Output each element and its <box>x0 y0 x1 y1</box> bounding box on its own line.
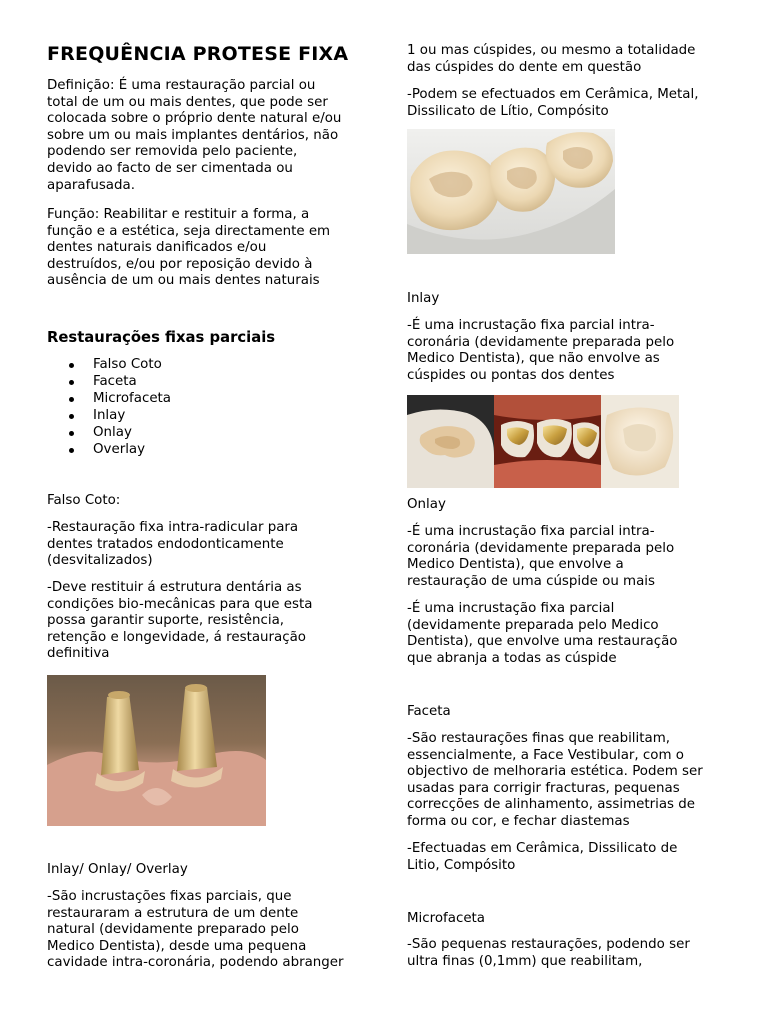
text-line: das cúspides do dente em questão <box>407 59 642 75</box>
text-line: possa garantir suporte, resistência, <box>47 613 285 629</box>
microfaceta-heading: Microfaceta <box>407 911 486 926</box>
list-item: Microfaceta <box>47 391 171 408</box>
faceta-paragraph-1 <box>407 731 703 831</box>
text-line: -São incrustações fixas parciais, que <box>47 889 292 904</box>
faceta-paragraph-2 <box>407 841 677 874</box>
text-line: restauração de uma cúspide ou mais <box>407 573 656 589</box>
text-line: -É uma incrustação fixa parcial intra- <box>407 318 655 333</box>
text-line: Medico Dentista), desde uma pequena <box>47 938 307 954</box>
list-item: Inlay <box>47 408 171 425</box>
text-line: (devidamente preparada pelo Medico <box>407 617 659 633</box>
text-line: condições bio-mecânicas para que esta <box>47 596 313 612</box>
text-line: Medico Dentista), que envolve a <box>407 557 624 573</box>
bullet-icon <box>69 363 74 368</box>
text-line: cúspides ou pontas dos dentes <box>407 367 615 383</box>
onlay-heading: Onlay <box>407 497 446 512</box>
text-line: sobre um ou mais implantes dentários, não <box>47 127 339 143</box>
materials-paragraph <box>407 87 698 120</box>
text-line: correcções de alinhamento, assimetrias de <box>407 797 696 813</box>
faceta-heading: Faceta <box>407 704 451 719</box>
inlay-paragraph <box>407 318 674 384</box>
text-line: restauraram a estrutura de um dente <box>47 905 299 921</box>
list-item: Faceta <box>47 374 171 391</box>
text-line: 1 ou mas cúspides, ou mesmo a totalidade <box>407 43 696 58</box>
function-paragraph <box>47 207 330 290</box>
falso-coto-paragraph-2 <box>47 580 312 663</box>
text-line: retenção e longevidade, á restauração <box>47 629 306 645</box>
list-item: Onlay <box>47 425 171 442</box>
text-line: ausência de um ou mais dentes naturais <box>47 273 320 289</box>
text-line: Dentista), que envolve uma restauração <box>407 634 678 650</box>
text-line: Função: Reabilitar e restituir a forma, a <box>47 207 310 222</box>
definition-paragraph <box>47 78 341 194</box>
falso-coto-paragraph-1 <box>47 520 298 570</box>
text-line: Litio, Compósito <box>407 857 516 873</box>
text-line: usadas para corrigir fracturas, pequenas <box>407 780 680 796</box>
restoration-list <box>47 357 171 458</box>
microfaceta-paragraph <box>407 937 690 970</box>
bullet-icon <box>69 431 74 436</box>
text-line: (desvitalizados) <box>47 553 153 569</box>
continuation-paragraph <box>407 43 695 76</box>
inlay-heading: Inlay <box>407 291 440 306</box>
text-line: natural (devidamente preparado pelo <box>47 922 299 938</box>
text-line: objectivo de melhoraria estética. Podem ser <box>407 764 703 780</box>
text-line: -São restaurações finas que reabilitam, <box>407 731 671 746</box>
text-line: colocada sobre o próprio dente natural e/ou <box>47 111 342 127</box>
text-line: total de um ou mais dentes, que pode ser <box>47 94 328 110</box>
text-line: essencialmente, a Face Vestibular, com o <box>407 747 684 763</box>
text-line: coronária (devidamente preparada pelo <box>407 540 675 556</box>
list-item: Falso Coto <box>47 357 171 374</box>
text-line: podendo ser removida pelo paciente, <box>47 144 298 160</box>
text-line: dentes naturais danificados e/ou <box>47 240 267 256</box>
text-line: -Deve restituir á estrutura dentária as <box>47 580 302 595</box>
text-line: forma ou cor, e fechar diastemas <box>407 813 630 829</box>
ceramic-onlay-crowns-photo <box>407 129 615 254</box>
text-line: devido ao facto de ser cimentada ou <box>47 160 293 176</box>
list-item: Overlay <box>47 442 171 459</box>
text-line: definitiva <box>47 646 110 662</box>
text-line: aparafusada. <box>47 177 135 193</box>
text-line: -Restauração fixa intra-radicular para <box>47 520 299 535</box>
text-line: destruídos, e/ou por reposição devido à <box>47 256 313 272</box>
text-line: coronária (devidamente preparada pelo <box>407 334 675 350</box>
bullet-icon <box>69 397 74 402</box>
tooth-posts-photo <box>47 675 266 826</box>
inlay-onlay-paragraph <box>47 889 344 972</box>
text-line: que abranja a todas as cúspide <box>407 650 617 666</box>
restoration-heading: Restaurações fixas parciais <box>47 329 276 346</box>
inlay-collage-photo <box>407 395 679 488</box>
text-line: -São pequenas restaurações, podendo ser <box>407 937 690 952</box>
text-line: -É uma incrustação fixa parcial intra- <box>407 524 655 539</box>
onlay-paragraph-1 <box>407 524 674 590</box>
text-line: dentes tratados endodonticamente <box>47 536 284 552</box>
text-line: função e a estética, seja directamente em <box>47 223 331 239</box>
bullet-icon <box>69 414 74 419</box>
text-line: ultra finas (0,1mm) que reabilitam, <box>407 953 643 969</box>
text-line: -Podem se efectuados em Cerâmica, Metal, <box>407 87 699 102</box>
falso-coto-heading: Falso Coto: <box>47 493 121 508</box>
text-line: Medico Dentista), que não envolve as <box>407 351 660 367</box>
document-title: FREQUÊNCIA PROTESE FIXA <box>47 43 349 65</box>
onlay-paragraph-2 <box>407 601 677 667</box>
text-line: cavidade intra-coronária, podendo abranger <box>47 955 344 971</box>
bullet-icon <box>69 448 74 453</box>
text-line: Dissilicato de Lítio, Compósito <box>407 103 609 119</box>
text-line: -Efectuadas em Cerâmica, Dissilicato de <box>407 841 678 856</box>
text-line: Definição: É uma restauração parcial ou <box>47 78 316 93</box>
inlay-onlay-heading: Inlay/ Onlay/ Overlay <box>47 862 188 877</box>
bullet-icon <box>69 380 74 385</box>
text-line: -É uma incrustação fixa parcial <box>407 601 615 616</box>
